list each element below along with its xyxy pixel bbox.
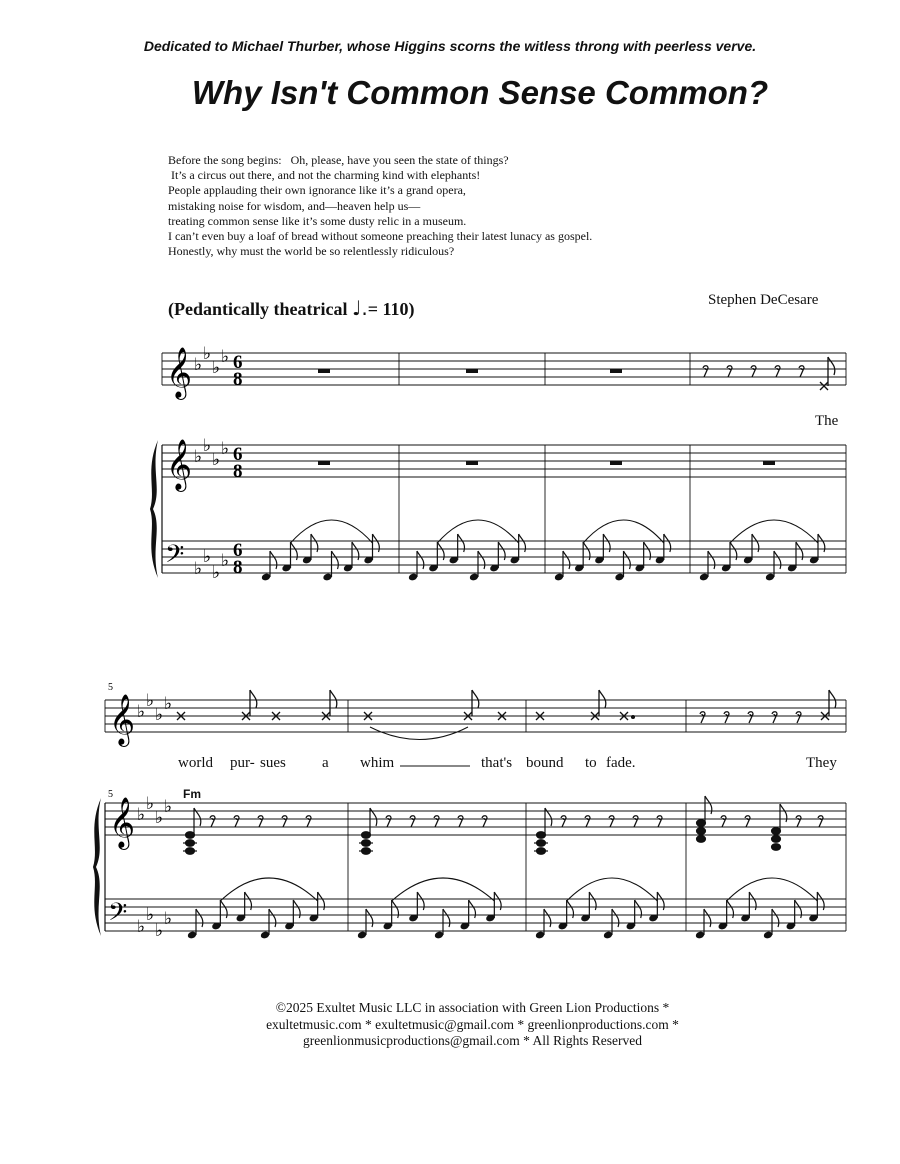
intro-line: Before the song begins: Oh, please, have you seen the state of things? xyxy=(168,153,509,167)
svg-text:♭: ♭ xyxy=(203,344,212,364)
svg-text:♭: ♭ xyxy=(221,347,230,367)
svg-text:♭: ♭ xyxy=(137,702,146,722)
intro-line: mistaking noise for wisdom, and—heaven help us— xyxy=(168,198,421,213)
note-flag xyxy=(704,909,711,927)
note-flag xyxy=(443,909,450,927)
note-flag xyxy=(270,551,277,569)
lyric-word: They xyxy=(806,755,837,771)
note-flag xyxy=(366,909,373,927)
song-title: Why Isn't Common Sense Common? xyxy=(191,74,769,111)
svg-text:♭: ♭ xyxy=(146,691,155,711)
lyric-word: bound xyxy=(526,755,564,771)
slur xyxy=(220,878,317,901)
composer: Stephen DeCesare xyxy=(708,292,819,308)
bass-clef-icon: 𝄢 xyxy=(165,540,185,575)
bass-figure xyxy=(261,520,379,581)
svg-text:♭: ♭ xyxy=(137,805,146,825)
lyric-word: to xyxy=(585,755,597,771)
bass-figures-system-2 xyxy=(187,878,824,939)
intro-line: treating common sense like it’s some dusty relic in a museum. xyxy=(168,213,467,228)
whole-rests xyxy=(318,369,775,465)
treble-clef-icon: 𝄞 xyxy=(109,797,136,848)
intro-line: People applauding their own ignorance like it’s a grand opera, xyxy=(168,183,466,198)
voice-staff xyxy=(162,353,846,385)
eighth-rests xyxy=(703,366,804,377)
bass-figure xyxy=(357,878,501,939)
svg-text:♭: ♭ xyxy=(194,559,203,579)
brace-icon xyxy=(150,440,158,578)
bass-figure xyxy=(695,878,824,939)
bass-figures-system-1 xyxy=(261,520,825,581)
lyric-word: sues xyxy=(260,755,286,771)
svg-text:♭: ♭ xyxy=(164,909,173,929)
bass-figure xyxy=(187,878,325,939)
note-flag xyxy=(544,909,551,927)
svg-text:8: 8 xyxy=(233,557,243,578)
slur xyxy=(567,878,658,901)
measure-number: 5 xyxy=(108,789,113,800)
svg-text:6: 6 xyxy=(233,444,243,465)
svg-text:♭: ♭ xyxy=(146,905,155,925)
treble-clef-icon: 𝄞 xyxy=(166,347,193,398)
note-flag xyxy=(332,551,339,569)
svg-text:♭: ♭ xyxy=(221,439,230,459)
piano-staves xyxy=(162,445,846,573)
svg-text:♭: ♭ xyxy=(221,551,230,571)
intro-line: It’s a circus out there, and not the charming kind with elephants! xyxy=(168,168,481,183)
note-flag xyxy=(269,909,276,927)
treble-clef-icon: 𝄞 xyxy=(109,694,136,745)
svg-text:♭: ♭ xyxy=(194,447,203,467)
svg-text:♭: ♭ xyxy=(212,450,221,470)
dedication: Dedicated to Michael Thurber, whose Higgins scorns the witless throng with peerless verve. xyxy=(143,38,757,54)
slur xyxy=(437,520,518,543)
slur xyxy=(291,520,373,543)
bass-figure xyxy=(408,520,526,581)
time-signature xyxy=(233,352,243,578)
svg-text:♭: ♭ xyxy=(146,794,155,814)
intro-line: Honestly, why must the world be so relentlessly ridiculous? xyxy=(168,244,455,259)
svg-text:♭: ♭ xyxy=(164,797,173,817)
svg-text:8: 8 xyxy=(233,369,243,390)
svg-text:♭: ♭ xyxy=(137,917,146,937)
lyric-word: fade. xyxy=(606,755,636,771)
slur xyxy=(392,878,495,901)
note-flag xyxy=(417,551,424,569)
svg-text:♭: ♭ xyxy=(194,355,203,375)
note-flag xyxy=(772,909,779,927)
bass-figure xyxy=(554,520,671,581)
note-flag xyxy=(196,909,203,927)
slur xyxy=(727,878,818,901)
footer-line: greenlionmusicproductions@gmail.com * All Rights Reserved xyxy=(302,1033,642,1048)
bass-figure xyxy=(535,878,664,939)
lyric-word: pur- xyxy=(230,755,255,771)
copyright-footer xyxy=(0,1000,900,1050)
lyric-word: The xyxy=(815,413,839,429)
voice-staff xyxy=(105,700,846,732)
note-flag xyxy=(478,551,485,569)
bass-figure xyxy=(699,520,825,581)
svg-text:♭: ♭ xyxy=(212,563,221,583)
eighth-rests xyxy=(700,712,801,723)
lyric-word: that's xyxy=(481,755,513,771)
tempo-label: (Pedantically theatrical xyxy=(168,299,348,319)
footer-line: exultetmusic.com * exultetmusic@gmail.com * greenlionproductions.com * xyxy=(266,1016,679,1032)
svg-text:6: 6 xyxy=(233,352,243,373)
lyric-word: whim xyxy=(360,755,395,771)
note-flag xyxy=(612,909,619,927)
lyric-word: world xyxy=(178,755,213,771)
svg-text:♭: ♭ xyxy=(155,705,164,725)
svg-text:♭: ♭ xyxy=(203,547,212,567)
note-flag xyxy=(708,551,715,569)
svg-text:6: 6 xyxy=(233,540,243,561)
brace-icon xyxy=(93,798,101,936)
footer-line: ©2025 Exultet Music LLC in association with Green Lion Productions * xyxy=(275,1000,670,1015)
svg-text:8: 8 xyxy=(233,461,243,482)
note-flag xyxy=(563,551,570,569)
note-flag xyxy=(774,551,781,569)
key-signature-flats xyxy=(137,691,172,941)
lyric-word: a xyxy=(322,755,329,771)
dotted-quarter-note-icon: ♩. xyxy=(351,296,368,320)
treble-clef-icon: 𝄞 xyxy=(166,439,193,490)
svg-text:♭: ♭ xyxy=(203,436,212,456)
chord-symbol: Fm xyxy=(183,787,201,801)
svg-text:♭: ♭ xyxy=(164,694,173,714)
key-signature-flats xyxy=(194,344,229,583)
slur xyxy=(583,520,664,543)
measure-number: 5 xyxy=(108,682,113,693)
svg-text:♭: ♭ xyxy=(155,921,164,941)
svg-text:♭: ♭ xyxy=(212,358,221,378)
intro-line: I can’t even buy a loaf of bread without someone preaching their latest lunacy as gospel. xyxy=(168,229,593,244)
note-flag xyxy=(624,551,631,569)
svg-text:♭: ♭ xyxy=(155,808,164,828)
tempo-value: = 110) xyxy=(367,299,415,319)
right-hand-chords xyxy=(183,796,787,854)
bass-clef-icon: 𝄢 xyxy=(108,898,128,933)
eighth-rests xyxy=(210,816,823,827)
slur xyxy=(730,520,818,543)
